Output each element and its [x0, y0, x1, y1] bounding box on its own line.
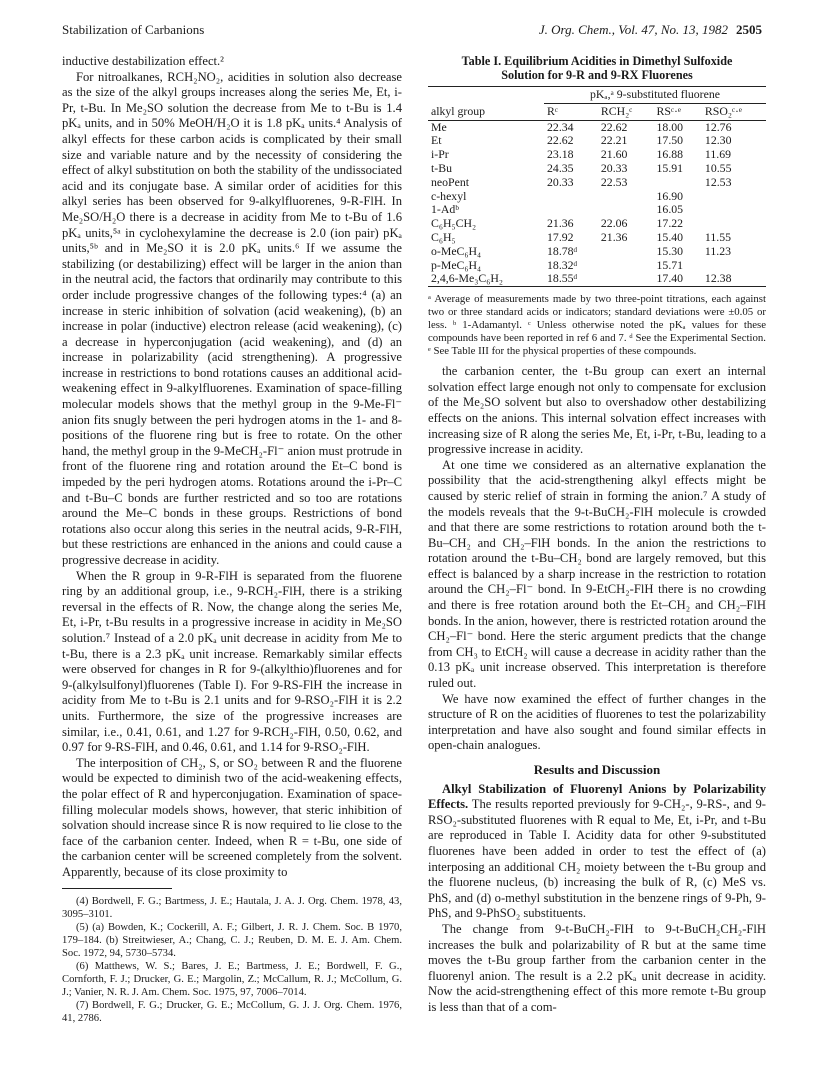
table-cell-pka: 17.22 [656, 216, 684, 231]
section-title: Results and Discussion [533, 762, 661, 777]
table-cell-pka: 11.69 [704, 147, 732, 162]
table-cell-pka: 22.62 [547, 133, 574, 148]
table-cell-group: C₆H₅CH₂ [431, 216, 477, 231]
table-row [428, 162, 766, 176]
paragraph: We have now examined the effect of further changes in the structure of R on the acidities of fluorenes to test the polarizability interpretation and have also sought and found similar effects in open-chain analogues. [428, 691, 766, 753]
table-cell-pka: 12.30 [704, 133, 732, 148]
table-caption [428, 54, 766, 82]
table-cell-pka: 21.36 [600, 229, 628, 244]
table-body [428, 120, 766, 287]
table-cell-pka: 18.55ᵈ [547, 271, 578, 286]
table-cell-pka [598, 272, 654, 286]
paragraph [428, 782, 766, 922]
table-cell-group: C₆H₅ [431, 229, 456, 244]
table-caption-line: Solution for 9-R and 9-RX Fluorenes [501, 68, 693, 82]
page-number: 2505 [736, 22, 762, 37]
table-cell-pka: 17.92 [547, 229, 574, 244]
table-row [428, 190, 766, 204]
table-header: RSᶜ·ᵉ [656, 103, 681, 118]
table-cell-pka: 16.90 [656, 188, 684, 203]
table-cell-pka [544, 203, 598, 217]
table-bottom-rule [428, 287, 766, 289]
left-column [62, 54, 402, 1025]
table-cell-pka: 21.60 [600, 147, 628, 162]
table-row [428, 203, 766, 217]
table-cell-pka: 22.06 [600, 216, 628, 231]
table-cell-group: 2,4,6-Me₃C₆H₂ [431, 271, 503, 286]
running-header [62, 22, 762, 42]
table-cell-pka: 12.76 [704, 119, 732, 134]
table-row [428, 217, 766, 231]
table-cell-group: Me [431, 119, 447, 134]
table-cell-pka: 10.55 [704, 160, 732, 175]
table-cell-pka: 16.88 [656, 147, 684, 162]
table-cell-pka [702, 203, 766, 217]
table-cell-pka [654, 176, 702, 190]
table-row [428, 259, 766, 273]
table-group-header: pKₐ,ᵃ 9-substituted fluorene [544, 87, 766, 104]
table-cell-pka: 20.33 [600, 160, 628, 175]
table-cell-group: t-Bu [431, 160, 452, 175]
table-cell-pka: 18.32ᵈ [547, 257, 578, 272]
table-cell-pka [702, 217, 766, 231]
table-row [428, 120, 766, 134]
table-cell-pka: 15.40 [656, 229, 684, 244]
table-cell-pka: 15.91 [656, 160, 684, 175]
table-cell-pka: 11.23 [704, 243, 732, 258]
paragraph: inductive destabilization effect.² [62, 54, 224, 68]
paragraph: At one time we considered as an alternative explanation the possibility that the acid-strengthening alkyl effects might be caused by steric relief of strain in forming the anion.⁷ A study of the models reveals that the 9-t-BuCH₂-FlH molecule is crowded and that there are some restrictions to rotation around both the t-Bu–CH₂ and CH₂–FlH bonds. In the anion the restrictions to rotation around the t-Bu–CH₂ bond are largely removed, but this effect is balanced by a sharp increase in the restriction to rotation around the CH₂–Fl⁻ bond. In 9-EtCH₂-FlH there is no crowding and there is free rotation around both the Et–CH₂ and CH₂–FlH bonds. In the anion, however, there is restricted rotation around the CH₂–Fl⁻ bond. Here the steric argument predicts that the change from CH₃ to EtCH₂ will cause a decrease in acidity rather than the 0.13 pKₐ unit increase observed. This interpretation is therefore ruled out. [428, 457, 766, 691]
table-header: RSO₂ᶜ·ᵉ [704, 103, 742, 118]
table-cell-pka [702, 259, 766, 273]
footnote: (5) (a) Bowden, K.; Cockerill, A. F.; Gilbert, J. R. J. Chem. Soc. B 1970, 179–184. (b) Streitwieser, A.; Chang, C. J.; Reuben, D. M. E. J. Am. Chem. Soc. 1972, 94, 5730–5734. [62, 922, 402, 960]
table-cell-pka: 22.53 [600, 174, 628, 189]
table-cell-group: 1-Adᵇ [431, 202, 459, 217]
table-cell-pka: 20.33 [547, 174, 574, 189]
table-cell-pka: 15.71 [656, 257, 684, 272]
table-cell-pka: 22.62 [600, 119, 628, 134]
table-cell-pka [598, 190, 654, 204]
table-cell-pka: 24.35 [547, 160, 574, 175]
table-header: Rᶜ [547, 103, 558, 118]
table-cell-pka [598, 203, 654, 217]
table-cell-pka: 18.00 [656, 119, 684, 134]
subsection-heading: Alkyl Stabilization of Fluorenyl Anions by Polarizability Effects. [428, 781, 766, 812]
table-row [428, 134, 766, 148]
acidity-table [428, 86, 766, 288]
table-cell-group: c-hexyl [431, 188, 467, 203]
table-cell-pka: 22.21 [600, 133, 628, 148]
table-cell-pka: 17.40 [656, 271, 684, 286]
table-cell-pka [544, 190, 598, 204]
paragraph: For nitroalkanes, RCH₂NO₂, acidities in solution also decrease as the size of the alkyl groups increases along the series Me, Et, i-Pr, t-Bu. In Me₂SO solution the decrease from Me to t-Bu is 1.4 pKₐ units, and in 50% MeOH/H₂O it is 1.8 pKₐ units.⁴ Analysis of alkyl effects for these carbon acids is complicated by their small size and variable nature and by the necessity of considering the effect of alkyl substitution on both the stability of the undissociated acid and its conjugate base. A similar order of acidities for this alkyl series has been observed for 9-alkylfluorenes, 9-R-FlH. In Me₂SO/H₂O there is a decrease in acidity from Me to t-Bu of 1.6 pKₐ units,⁵ᵃ in cyclohexylamine the decrease is 2.0 (ion pair) pKₐ units,⁵ᵇ and in Me₂SO it is 2.0 pKₐ units.⁶ If we assume the stabilizing (or destabilizing) effect will be larger in the anion than in the neutral acid, the factors that ordinarily may contribute to this order include progressive changes of the following types:⁴ (a) an increase in steric inhibition of solvation (acid weakening), (b) an increase in polar (inductive) electron release (acid weakening), (c) a decrease in hyperconjugation (acid weakening), and (d) an increase in polarizability (acid strengthening). A progressive increase in restrictions to bond rotations causes an additional acid-weakening effect in 9-alkylfluorenes. Examination of space-filling molecular models shows that the methyl group in the 9-Me-Fl⁻ anion fits snugly between the peri hydrogen atoms in the 1- and 8-positions of the fluorene ring but is free to rotate. On the other hand, the methyl group in the 9-MeCH₂-Fl⁻ anion must protrude in front of the fluorene ring and rotation around the Et–C bond is impeded by the peri hydrogen atoms. Rotations around the i-Pr–C and t-Bu–C bonds are further restricted and so too are rotations around the Me–C bonds in these groups. Restrictions of bond rotations also occur along this series in the neutral acids, 9-R-FlH, but these restrictions are enhanced in the anions and could cause a progressive decrease in acidity. [62, 69, 402, 567]
table-row [428, 245, 766, 259]
table-row [428, 272, 766, 286]
table-cell-pka [598, 245, 654, 259]
table-cell-pka: 15.30 [656, 243, 684, 258]
table-header: alkyl group [431, 103, 486, 118]
table-cell-pka: 16.05 [656, 202, 684, 217]
footnote-divider [62, 888, 172, 889]
table-cell-pka: 12.53 [704, 174, 732, 189]
table-row [428, 148, 766, 162]
paragraph: The interposition of CH₂, S, or SO₂ between R and the fluorene would be expected to diminish two of the acid-weakening effects, the polar effect of R and hyperconjugation. Examination of space-filling molecular models shows, however, that steric inhibition of solvation should increase since R is now required to lie close to the face of the carbanion center. Indeed, when R = t-Bu, one side of the carbanion center will be screened completely from the solvent. Apparently, because of its close proximity to [62, 755, 402, 879]
table-caption-line: Table I. Equilibrium Acidities in Dimethyl Sulfoxide [461, 54, 733, 68]
table-cell-pka: 21.36 [547, 216, 574, 231]
table-cell-group: neoPent [431, 174, 470, 189]
footnotes [62, 895, 402, 1025]
paragraph-text: The results reported previously for 9-CH₂-, 9-RS-, and 9-RSO₂-substituted fluorenes with R equal to Me, Et, i-Pr, and t-Bu are reproduced in Table I. Acidity data for other 9-substituted fluorenes have been added in order to test the effect of (a) interposing an additional CH₂ moiety between the t-Bu group and the fluorene nucleus, (b) increasing the bulk of R, (c) MeS vs. PhS, and (d) o-methyl substitution in the benzene rings of 9-Ph, 9-PhS, and 9-PhSO₂ substituents. [428, 797, 766, 921]
running-title: Stabilization of Carbanions [62, 22, 205, 37]
table-cell-pka: 12.38 [704, 271, 732, 286]
table-cell-group: Et [431, 133, 442, 148]
table-header-blank [428, 87, 544, 104]
table-footnote: ᵃ Average of measurements made by two three-point titrations, each against two or three standard acids or indicators; standard deviations were ±0.05 or less. ᵇ 1-Adamantyl. ᶜ Unless otherwise noted the pKₐ values for these compounds have been reported in ref 6 and 7. ᵈ See the Experimental Section. ᵉ See Table III for the physical properties of these compounds. [428, 293, 766, 358]
footnote: (6) Matthews, W. S.; Bares, J. E.; Bartmess, J. E.; Bordwell, F. G., Cornforth, F. J.; Drucker, G. E.; Margolin, Z.; McCallum, R. J.; McCollum, G. J.; Vanier, N. R. J. Am. Chem. Soc. 1975, 97, 7006–7014. [62, 961, 402, 999]
footnote: (7) Bordwell, F. G.; Drucker, G. E.; McCollum, G. J. J. Org. Chem. 1976, 41, 2786. [62, 1000, 402, 1025]
paragraph: The change from 9-t-BuCH₂-FlH to 9-t-BuCH₂CH₂-FlH increases the bulk and polarizability of R but at the same time moves the t-Bu group farther from the carbanion center in the fluorenyl anion. The result is a 2.2 pKₐ unit decrease in acidity. Now the acid-strengthening effect of this more remote t-Bu group is less than that of a com- [428, 921, 766, 1014]
footnote: (4) Bordwell, F. G.; Bartmess, J. E.; Hautala, J. A. J. Org. Chem. 1978, 43, 3095–3101. [62, 896, 402, 921]
table-cell-pka: 18.78ᵈ [547, 243, 578, 258]
journal-citation: J. Org. Chem., Vol. 47, No. 13, 1982 [538, 22, 728, 37]
table-row [428, 176, 766, 190]
table-cell-group: p-MeC₆H₄ [431, 257, 482, 272]
table-cell-pka [598, 259, 654, 273]
right-column [428, 54, 766, 1016]
table-cell-pka: 17.50 [656, 133, 684, 148]
table-cell-pka: 11.55 [704, 229, 732, 244]
table-cell-group: i-Pr [431, 147, 449, 162]
paragraph: When the R group in 9-R-FlH is separated from the fluorene ring by an additional group, i.e., 9-RCH₂-FlH, there is a striking reversal in the effects of R. Now, the change along the series Me, Et, i-Pr, t-Bu results in a progressive increase in acidity in Me₂SO solution.⁷ Instead of a 2.0 pKₐ unit decrease in acidity from Me to t-Bu, there is a 2.3 pKₐ unit increase. Remarkably similar effects were observed for changes in R for 9-(alkylthio)fluorenes and for 9-(alkylsulfonyl)fluorenes (Table I). For 9-RS-FlH the increase in acidity from Me to t-Bu is 2.1 units and for 9-RSO₂-FlH it is 2.2 units. Furthermore, the size of the progressive increases are similar, i.e., 0.41, 0.61, and 1.27 for 9-RCH₂-FlH, 0.50, 0.62, and 0.97 for 9-RS-FlH, and 0.46, 0.61, and 1.14 for 9-RSO₂-FlH. [62, 568, 402, 755]
table-header: RCH₂ᶜ [600, 103, 633, 118]
table-row [428, 231, 766, 245]
paragraph: the carbanion center, the t-Bu group can exert an internal solvation effect large enough not only to compensate for exclusion of the Me₂SO solvent but also to overshadow other destabilizing effects on the anions. This internal solvation effect increases with increasing size of R along the series Me, Et, i-Pr, t-Bu, leading to a progressive increase in acidity. [428, 364, 766, 457]
table-cell-pka: 23.18 [547, 147, 574, 162]
table-cell-group: o-MeC₆H₄ [431, 243, 482, 258]
table-cell-pka: 22.34 [547, 119, 574, 134]
table-cell-pka [702, 190, 766, 204]
